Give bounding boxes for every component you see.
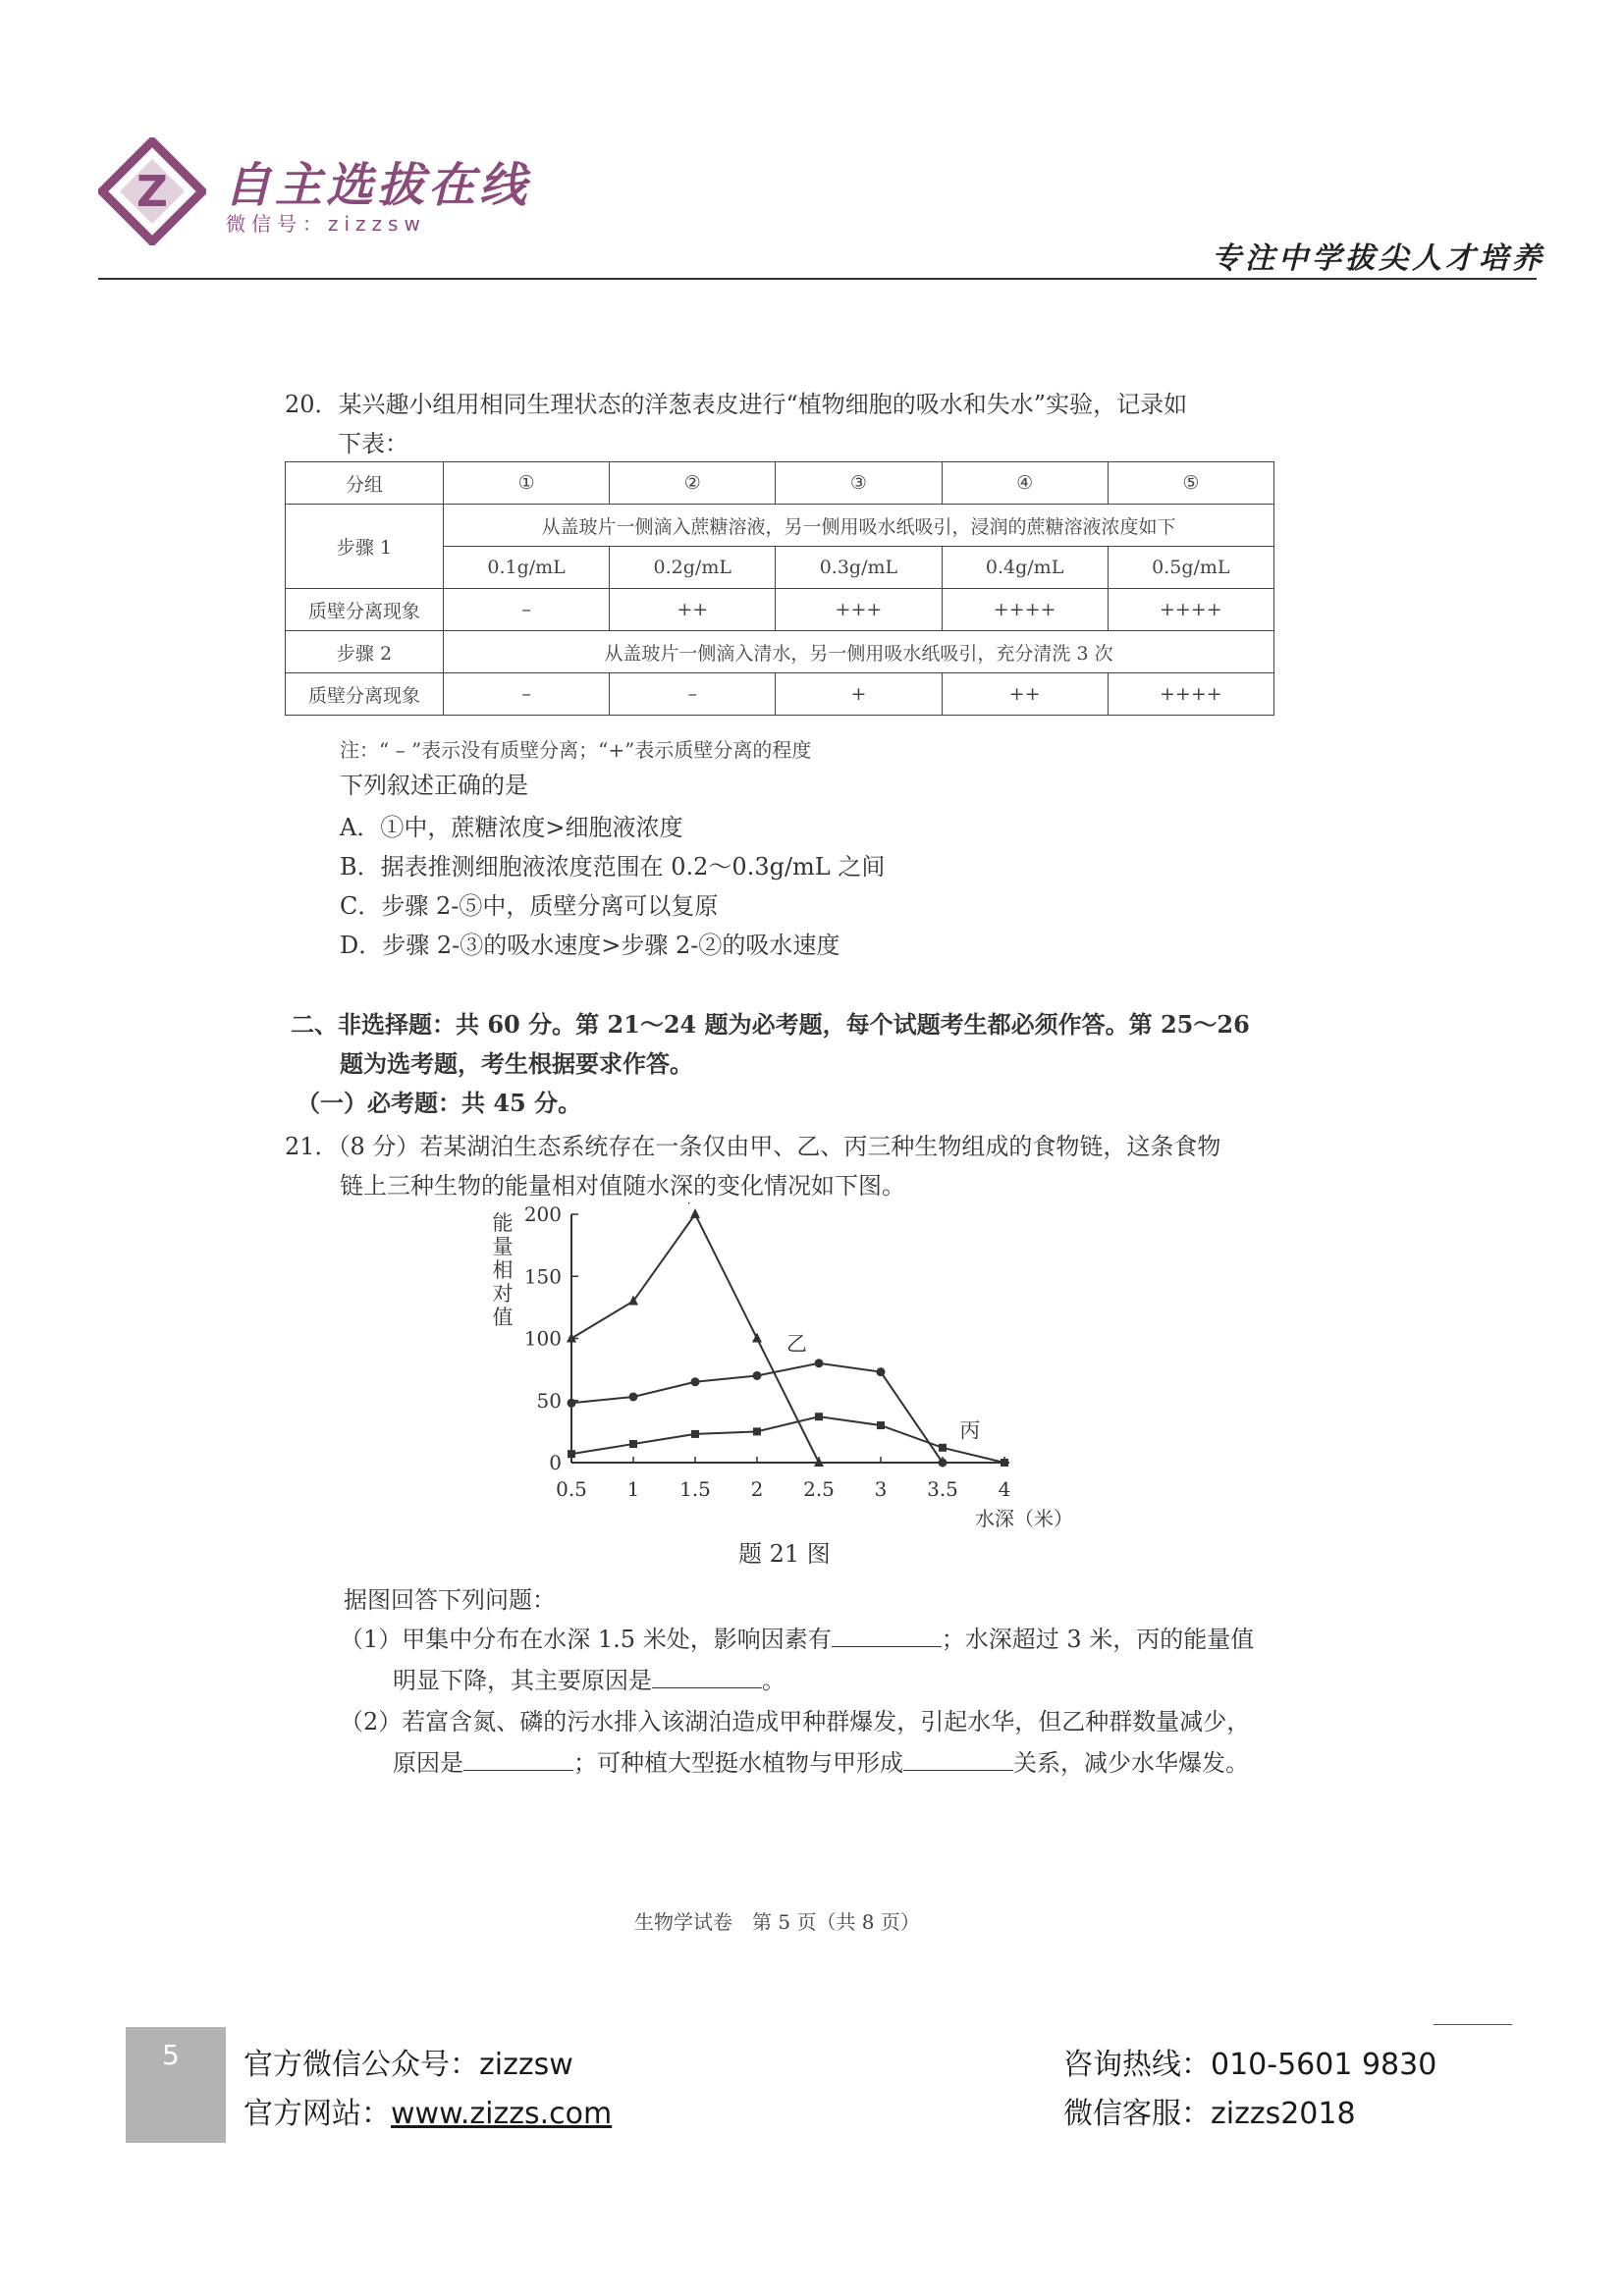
- data-point-square: [753, 1427, 761, 1435]
- phenomenon-cell: +: [776, 673, 942, 716]
- q21-part2-line2: [393, 1743, 1249, 1783]
- q20-prompt: 下列叙述正确的是: [340, 772, 528, 799]
- table-header-cell: ②: [610, 462, 776, 505]
- data-point-circle: [568, 1399, 576, 1408]
- phenomenon-cell: ++++: [1108, 589, 1273, 631]
- step2-label: 步骤 2: [286, 631, 444, 673]
- series-label: [678, 1202, 699, 1206]
- phenomenon-cell: ++++: [942, 589, 1108, 631]
- q21-part1-text-a: （1）甲集中分布在水深 1.5 米处，影响因素有: [340, 1626, 832, 1653]
- data-point-triangle: [752, 1333, 762, 1343]
- energy-depth-chart: [481, 1202, 1110, 1566]
- table-header-cell: 分组: [286, 462, 444, 505]
- data-point-triangle: [690, 1208, 700, 1218]
- data-point-square: [877, 1421, 885, 1429]
- q21-part2-line1: （2）若富含氮、磷的污水排入该湖泊造成甲种群爆发，引起水华，但乙种群数量减少，: [340, 1708, 1251, 1735]
- y-axis-label-char: 量: [492, 1235, 514, 1258]
- y-tick-label: 0: [549, 1451, 562, 1474]
- phenomenon-cell: ++: [610, 589, 776, 631]
- table-header-cell: ⑤: [1108, 462, 1273, 505]
- q20-data-table: [285, 461, 1274, 716]
- y-axis-label-char: 值: [492, 1306, 514, 1329]
- phenomenon-label: 质壁分离现象: [286, 589, 444, 631]
- logo-subtitle: 微信号：zizzsw: [226, 212, 426, 236]
- q20-option-d: D．步骤 2-③的吸水速度>步骤 2-②的吸水速度: [340, 932, 840, 959]
- q21-stem-line1: 21．（8 分）若某湖泊生态系统存在一条仅由甲、乙、丙三种生物组成的食物链，这条食物: [285, 1133, 1221, 1160]
- data-point-square: [939, 1444, 947, 1452]
- header-slogan: 专注中学拔尖人才培养: [1212, 241, 1545, 276]
- data-point-circle: [815, 1359, 824, 1367]
- data-point-circle: [629, 1392, 638, 1401]
- exam-page-footer: 生物学试卷 第 5 页（共 8 页）: [634, 1910, 920, 1934]
- q20-note: 注：“ – ”表示没有质壁分离；“+”表示质壁分离的程度: [340, 738, 812, 762]
- data-point-square: [568, 1450, 575, 1458]
- y-tick-label: 150: [523, 1264, 562, 1289]
- answer-blank[interactable]: [652, 1686, 762, 1688]
- x-tick-label: 0.5: [556, 1477, 587, 1501]
- step2-description: 从盖玻片一侧滴入清水，另一侧用吸水纸吸引，充分清洗 3 次: [444, 631, 1274, 673]
- q20-option-c: C．步骤 2-⑤中，质壁分离可以复原: [340, 892, 719, 920]
- section2-subheading: （一）必考题：共 45 分。: [297, 1089, 582, 1117]
- x-tick-label: 4: [998, 1477, 1011, 1501]
- q20-option-b: B．据表推测细胞液浓度范围在 0.2～0.3g/mL 之间: [340, 853, 886, 881]
- concentration-cell: 0.4g/mL: [942, 547, 1108, 589]
- x-tick-label: 2.5: [803, 1477, 835, 1501]
- footer-service: 微信客服：zizzs2018: [1063, 2097, 1356, 2131]
- page-number: 5: [162, 2039, 180, 2071]
- footer-hotline: 咨询热线：010-5601 9830: [1063, 2048, 1437, 2082]
- data-point-square: [815, 1413, 823, 1420]
- answer-blank[interactable]: [832, 1645, 942, 1647]
- footer-website-link[interactable]: www.zizzs.com: [391, 2097, 613, 2131]
- y-tick-label: 50: [536, 1388, 562, 1413]
- footer-website-label: 官方网站：: [244, 2097, 391, 2131]
- x-tick-label: 3: [874, 1477, 888, 1501]
- q21-part1-text-c: 明显下降，其主要原因是: [393, 1667, 652, 1694]
- phenomenon-cell: +++: [776, 589, 942, 631]
- y-tick-label: 200: [523, 1202, 562, 1226]
- y-axis-label-char: 对: [492, 1282, 514, 1306]
- table-header-cell: ③: [776, 462, 942, 505]
- logo-title: 自主选拔在线: [224, 158, 531, 213]
- data-point-circle: [877, 1367, 886, 1376]
- table-header-row: [286, 462, 1274, 505]
- q21-part2-text-d: 关系，减少水华爆发。: [1013, 1749, 1249, 1777]
- table-header-cell: ④: [942, 462, 1108, 505]
- concentration-cell: 0.2g/mL: [610, 547, 776, 589]
- y-axis-label-char: 能: [492, 1211, 514, 1235]
- y-tick-label: 100: [523, 1326, 562, 1351]
- table-row: [286, 589, 1274, 631]
- step1-description: 从盖玻片一侧滴入蔗糖溶液，另一侧用吸水纸吸引，浸润的蔗糖溶液浓度如下: [444, 505, 1274, 547]
- phenomenon-cell: –: [444, 673, 610, 716]
- q21-stem-line2: 链上三种生物的能量相对值随水深的变化情况如下图。: [340, 1172, 905, 1200]
- x-tick-label: 1: [626, 1477, 640, 1501]
- q21-lead: 据图回答下列问题：: [344, 1586, 556, 1614]
- logo-mark: [98, 137, 206, 245]
- q21-part1-line2: [393, 1661, 785, 1700]
- footer-website-line: [244, 2089, 612, 2132]
- phenomenon-label: 质壁分离现象: [286, 673, 444, 716]
- x-tick-label: 2: [750, 1477, 764, 1501]
- header-divider: [98, 278, 1537, 280]
- footer-wechat: 官方微信公众号：zizzsw: [244, 2048, 573, 2082]
- series-line-丙: [571, 1416, 1004, 1463]
- data-point-circle: [691, 1377, 700, 1386]
- section2-heading-line2: 题为选考题，考生根据要求作答。: [340, 1049, 693, 1078]
- data-point-square: [1001, 1459, 1008, 1467]
- answer-blank[interactable]: [463, 1769, 573, 1771]
- x-axis-label: 水深（米）: [975, 1507, 1073, 1530]
- data-point-circle: [753, 1371, 762, 1380]
- q21-part1-line1: [340, 1620, 1254, 1659]
- table-row: [286, 673, 1274, 716]
- concentration-cell: 0.1g/mL: [444, 547, 610, 589]
- q20-stem-line2: 下表：: [338, 430, 408, 457]
- x-tick-label: 1.5: [679, 1477, 711, 1501]
- q21-part2-text-c: ；可种植大型挺水植物与甲形成: [573, 1749, 903, 1777]
- series-label: 丙: [959, 1418, 981, 1443]
- q21-part2-text-b: 原因是: [393, 1749, 463, 1777]
- phenomenon-cell: ++++: [1108, 673, 1273, 716]
- concentration-cell: 0.3g/mL: [776, 547, 942, 589]
- q21-part1-text-b: ；水深超过 3 米，丙的能量值: [941, 1626, 1255, 1653]
- answer-blank[interactable]: [903, 1769, 1013, 1771]
- figure-caption: 题 21 图: [738, 1540, 831, 1568]
- q20-stem-line1: 20．某兴趣小组用相同生理状态的洋葱表皮进行“植物细胞的吸水和失水”实验，记录如: [285, 391, 1188, 418]
- phenomenon-cell: –: [444, 589, 610, 631]
- footer-rule: [1434, 2024, 1512, 2025]
- data-point-square: [629, 1440, 637, 1448]
- y-axis-label-char: 相: [492, 1258, 514, 1282]
- table-row: [286, 631, 1274, 673]
- chart-svg: [481, 1202, 1110, 1566]
- q20-option-a: A．①中，蔗糖浓度>细胞液浓度: [340, 814, 683, 841]
- step1-label: 步骤 1: [286, 505, 444, 589]
- concentration-cell: 0.5g/mL: [1108, 547, 1273, 589]
- data-point-square: [691, 1430, 699, 1438]
- q21-part1-text-d: 。: [762, 1667, 785, 1694]
- phenomenon-cell: ++: [942, 673, 1108, 716]
- svg-text:Z: Z: [136, 167, 168, 217]
- series-label: 乙: [785, 1332, 807, 1357]
- x-tick-label: 3.5: [927, 1477, 958, 1501]
- data-point-circle: [939, 1459, 947, 1468]
- section2-heading-line1: 二、非选择题：共 60 分。第 21～24 题为必考题，每个试题考生都必须作答。第 25～26: [291, 1010, 1250, 1039]
- table-row: [286, 505, 1274, 547]
- phenomenon-cell: –: [610, 673, 776, 716]
- table-header-cell: ①: [444, 462, 610, 505]
